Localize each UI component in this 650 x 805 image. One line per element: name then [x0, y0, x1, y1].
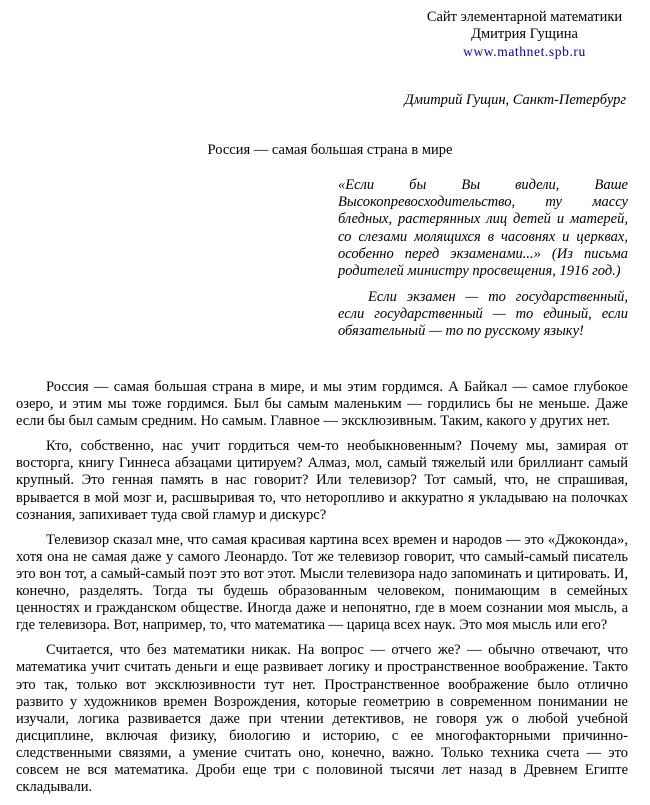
epigraph-text: Если экзамен — то государственный, если государственный — то единый, если обязательный — то по русскому языку!: [338, 289, 628, 340]
author-line: Дмитрий Гущин, Санкт-Петербург: [404, 92, 626, 108]
epigraph-text: «Если бы Вы видели, Ваше Высокопревосходительство, ту массу бледных, растерянных лиц детей и матерей, со слезами молящихся в часовнях и церквах, особенно перед экзаменами...» (Из письма родителей министру просвещения, 1916 год.): [338, 177, 628, 280]
site-name-line2: Дмитрия Гущина: [471, 26, 578, 42]
article-title: Россия — самая большая страна в мире: [207, 142, 453, 158]
epigraph-2: [338, 289, 628, 341]
paragraph: Телевизор сказал мне, что самая красивая картина всех времен и народов — это «Джоконда», хотя она не самая даже у самого Леонардо. Тот же телевизор говорит, что самый-самый писатель это вон тот, а самый-самый поэт это вот этот. Мысли телевизора надо запоминать и цитировать. И, конечно, разделять. Тогда ты будешь образованным человеком, понимающим в семейных ценностях и гражданском обществе. Иногда даже и непонятно, где в моем сознании моя мысль, а где телевизора. Вот, например, то, что математика — царица всех наук. Это моя мысль или его?: [16, 531, 628, 634]
paragraph: Кто, собственно, нас учит гордиться чем-то необыкновенным? Почему мы, замирая от восторга, книгу Гиннеса абзацами цитируем? Алмаз, мол, самый тяжелый или бриллиант самый крупный. Это генная память в нас говорит? Или телевизор? Тот самый, что, не спрашивая, врывается в мой мозг и, расшвыривая то, что неторопливо и аккуратно я укладываю на полочках сознания, запихивает туда свой гламур и дискурс?: [16, 438, 628, 523]
paragraph: Россия — самая большая страна в мире, и мы этим гордимся. А Байкал — самое глубокое озеро, и этим мы тоже гордимся. Был бы самым маленьким — гордились бы не меньше. Даже если бы был самым средним. Но самым. Главное — эксклюзивным. Таким, какого у других нет.: [16, 379, 628, 430]
article-body: [16, 379, 628, 804]
epigraph-1: [338, 177, 628, 280]
site-url-link[interactable]: www.mathnet.spb.ru: [463, 44, 586, 59]
paragraph: Считается, что без математики никак. На вопрос — отчего же? — обычно отвечают, что математика учит считать деньги и еще развивает логику и пространственное воображение. Такто это так, только вот эксклюзивности тут нет. Пространственное воображение было отлично развито у художников времен Возрождения, которые геометрию в современном понимании не изучали, логика развивается даже при чтении детективов, не говоря уж о любой учебной дисциплине, включая физику, биологию и историю, с ее многофакторными причинно-следственными связями, а умение считать оно, конечно, важно. Только техника счета — это совсем не вся математика. Дроби еще три с половиной тысячи лет назад в Древнем Египте складывали.: [16, 642, 628, 796]
site-name-line1: Сайт элементарной математики: [426, 9, 623, 25]
site-header: [417, 9, 632, 61]
